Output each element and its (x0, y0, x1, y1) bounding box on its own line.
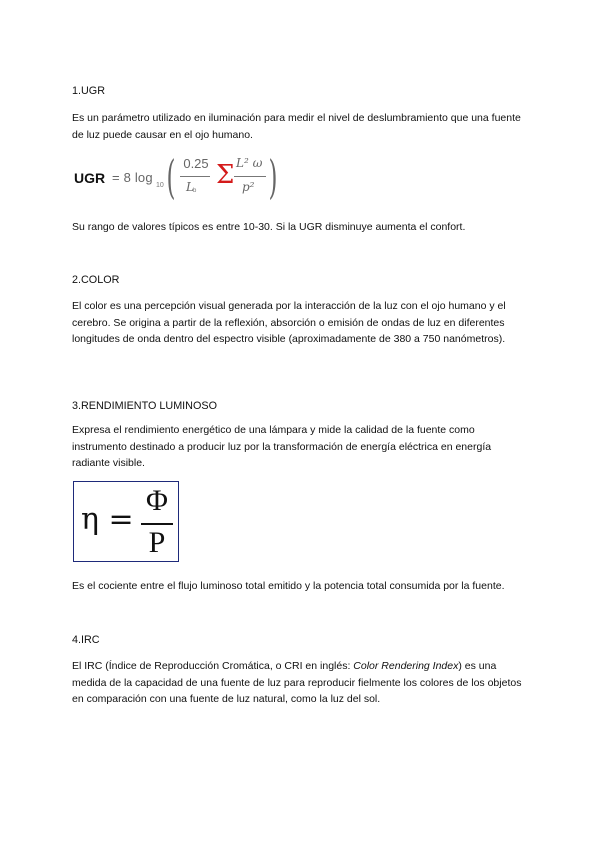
ugr-formula-label: UGR (74, 170, 106, 186)
ugr-formula (72, 152, 292, 208)
section-4-paragraph-1 (72, 658, 524, 708)
irc-text-before: El IRC (Índice de Reproducción Cromática, o CRI en inglés: (72, 660, 354, 672)
ugr-formula-term-bar (234, 176, 266, 177)
ugr-formula-term-denominator: p² (242, 180, 255, 194)
ugr-formula-log-base: 10 (156, 182, 164, 189)
eta-formula-fraction-bar (141, 523, 173, 525)
ugr-formula-frac-denominator-sub: b (193, 188, 197, 194)
section-1-paragraph-2: Su rango de valores típicos es entre 10-30. Si la UGR disminuye aumenta el confort. (72, 221, 466, 233)
ugr-formula-frac-denominator: L (186, 180, 194, 194)
section-2-heading: 2.COLOR (72, 274, 120, 286)
section-3-heading: 3.RENDIMIENTO LUMINOSO (72, 400, 217, 412)
eta-formula-lhs: η = (81, 502, 134, 537)
section-1-paragraph-1: Es un parámetro utilizado en iluminación para medir el nivel de deslumbramiento que una fuente de luz puede causar en el ojo humano. (72, 112, 521, 141)
irc-text-after: ) es una medida de la capacidad de una fuente de luz para reproducir fielmente los colores de los objetos en comparación con una fuente de luz natural, como la luz del sol. (72, 660, 522, 705)
section-3-paragraph-1: Expresa el rendimiento energético de una lámpara y mide la calidad de la fuente como instrumento destinado a producir luz por la transformación de energía eléctrica en energía radiante visible. (72, 424, 492, 469)
luminous-efficacy-formula (73, 481, 179, 562)
ugr-formula-frac-bar (180, 176, 210, 177)
ugr-formula-term-numerator: L² ω (236, 156, 263, 170)
section-2-paragraph-1: El color es una percepción visual generada por la interacción de la luz con el ojo humano y el cerebro. Se origina a partir de la reflexión, absorción o emisión de ondas de luz en diferentes longitudes de onda dentro del espectro visible (aproximadamente de 380 a 750 nanómetros). (72, 300, 506, 345)
eta-formula-numerator: Φ (146, 484, 168, 517)
section-3-paragraph-2: Es el cociente entre el flujo luminoso total emitido y la potencia total consumida por la fuente. (72, 580, 505, 592)
ugr-formula-frac-numerator: 0.25 (183, 156, 209, 171)
ugr-formula-sum-symbol: Σ (216, 160, 235, 190)
ugr-formula-log: = 8 log (112, 170, 153, 185)
irc-text-italic: Color Rendering Index (353, 660, 459, 672)
ugr-formula-open-paren: ( (166, 150, 176, 204)
eta-formula-denominator: P (148, 526, 166, 559)
ugr-formula-close-paren: ) (268, 150, 278, 204)
section-4-heading: 4.IRC (72, 634, 100, 646)
section-1-heading: 1.UGR (72, 85, 105, 97)
